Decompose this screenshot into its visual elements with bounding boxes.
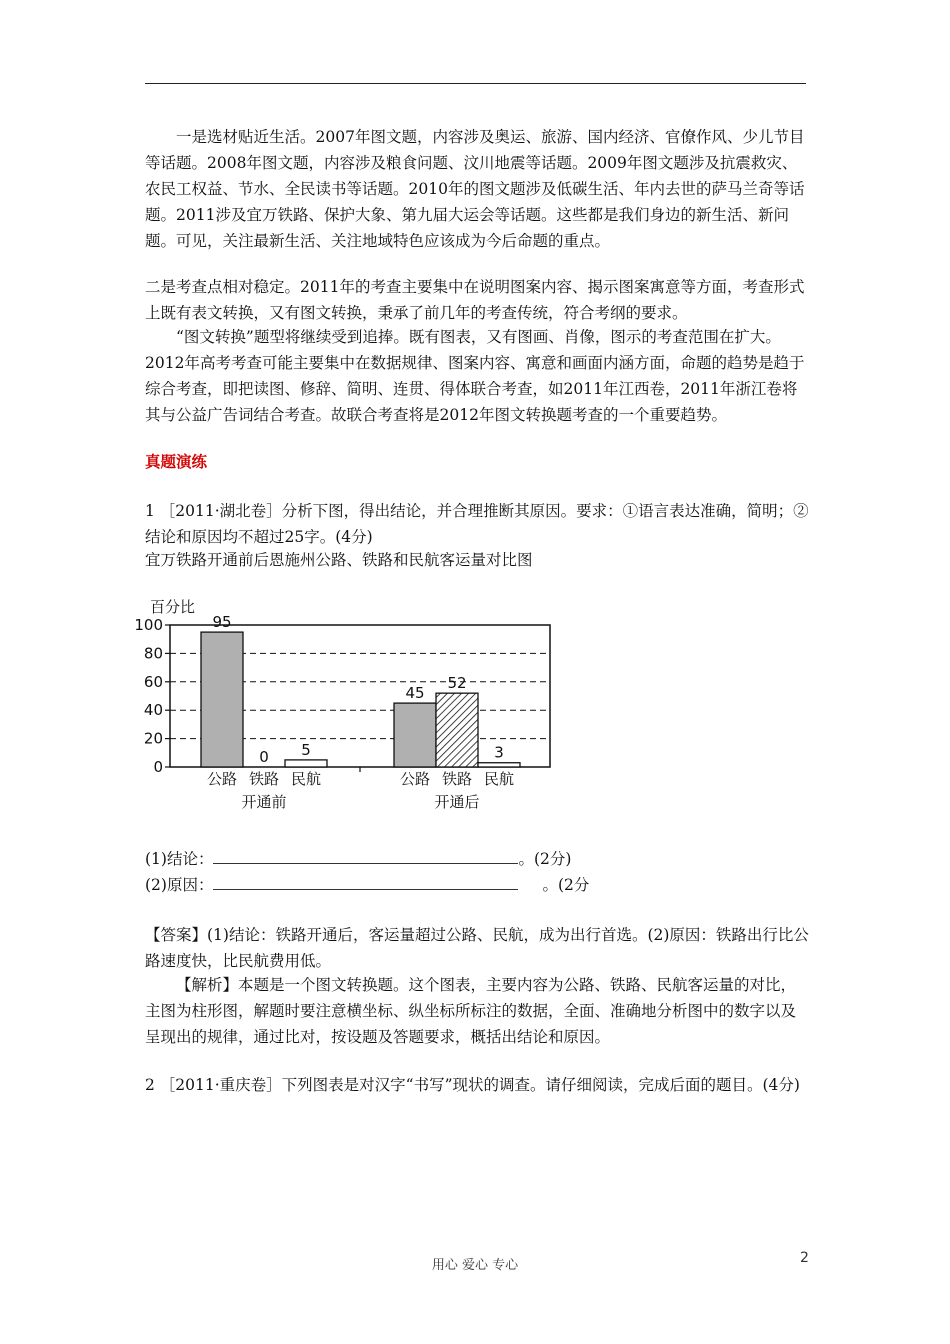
- bar-value-label: 5: [301, 740, 311, 759]
- y-tick-label: 100: [134, 616, 163, 634]
- conclusion-score: 。(2分): [518, 850, 572, 868]
- conclusion-blank-line: [145, 847, 571, 871]
- paragraph-trend: “图文转换”题型将继续受到追捧。既有图表，又有图画、肖像，图示的考查范围在扩大。2012年高考考查可能主要集中在数据规律、图案内容、寓意和画面内涵方面，命题的趋势是趋于综合考查，即把读图、修辞、简明、连贯、得体联合考查，如2011年江西卷，2011年浙江卷将其与公益广告词结合考查。故联合考查将是2012年图文转换题考查的一个重要趋势。: [145, 328, 805, 424]
- x-group-label: 开通前: [241, 793, 287, 811]
- reason-blank-line: [145, 873, 589, 897]
- y-axis-label: 百分比: [150, 598, 196, 616]
- x-category-label: 公路: [399, 770, 431, 788]
- y-tick-label: 20: [143, 729, 163, 748]
- question-2-stem: 2 ［2011·重庆卷］下列图表是对汉字“书写”现状的调查。请仔细阅读，完成后面的题目。(4分): [145, 1076, 800, 1094]
- bar-value-label: 3: [494, 743, 504, 762]
- reason-score: 。(2分: [542, 876, 590, 894]
- x-category-label: 民航: [483, 770, 515, 788]
- bar: [436, 693, 478, 767]
- bar-value-label: 45: [405, 684, 425, 703]
- chart-caption: 宜万铁路开通前后恩施州公路、铁路和民航客运量对比图: [145, 551, 533, 569]
- section-heading: 真题演练: [145, 453, 208, 471]
- reason-answer-blank[interactable]: [213, 875, 518, 890]
- analysis-text: 【解析】本题是一个图文转换题。这个图表，主要内容为公路、铁路、民航客运量的对比，主图为柱形图，解题时要注意横坐标、纵坐标所标注的数据，全面、准确地分析图中的数字以及呈现出的规律，通过比对，按设题及答题要求，概括出结论和原因。: [145, 976, 797, 1046]
- header-rule: [145, 83, 806, 84]
- paragraph-stability: 二是考查点相对稳定。2011年的考查主要集中在说明图案内容、揭示图案寓意等方面，考查形式上既有表文转换，又有图文转换，秉承了前几年的考查传统，符合考纲的要求。: [145, 278, 805, 322]
- x-category-label: 铁路: [248, 770, 280, 788]
- y-tick-label: 0: [153, 758, 163, 776]
- y-tick-label: 40: [143, 701, 163, 720]
- page-number: 2: [800, 1250, 809, 1266]
- bar-chart: [134, 590, 560, 820]
- x-category-label: 公路: [206, 770, 238, 788]
- reason-label: (2)原因：: [145, 876, 214, 894]
- paragraph-selection: 一是选材贴近生活。2007年图文题，内容涉及奥运、旅游、国内经济、官僚作风、少儿节目等话题。2008年图文题，内容涉及粮食问题、汶川地震等话题。2009年图文题涉及抗震救灾、农民工权益、节水、全民读书等话题。2010年的图文题涉及低碳生活、年内去世的萨马兰奇等话题。2011涉及宜万铁路、保护大象、第九届大运会等话题。这些都是我们身边的新生活、新问题。可见，关注最新生活、关注地域特色应该成为今后命题的重点。: [145, 128, 805, 250]
- bar: [201, 632, 243, 767]
- conclusion-answer-blank[interactable]: [213, 849, 518, 864]
- bar-value-label: 52: [447, 674, 467, 693]
- x-category-label: 铁路: [441, 770, 473, 788]
- x-group-label: 开通后: [434, 793, 480, 811]
- y-tick-label: 60: [143, 672, 163, 691]
- page-footer: 用心 爱心 专心: [431, 1258, 519, 1273]
- bar-value-label: 0: [259, 748, 269, 766]
- conclusion-label: (1)结论：: [145, 850, 214, 868]
- y-axis-ticks: [134, 616, 170, 776]
- answer-text: 【答案】(1)结论：铁路开通后，客运量超过公路、民航，成为出行首选。(2)原因：铁路出行比公路速度快，比民航费用低。: [145, 926, 809, 970]
- x-axis-labels: [207, 767, 514, 811]
- bar: [285, 760, 327, 767]
- x-category-label: 民航: [290, 770, 322, 788]
- y-tick-label: 80: [143, 644, 163, 663]
- question-1-stem: 1 ［2011·湖北卷］分析下图，得出结论，并合理推断其原因。要求：①语言表达准确，简明；②结论和原因均不超过25字。(4分): [145, 502, 809, 546]
- bar: [394, 703, 436, 767]
- bars: [201, 613, 520, 767]
- bar-value-label: 95: [212, 613, 232, 632]
- bar: [478, 763, 520, 767]
